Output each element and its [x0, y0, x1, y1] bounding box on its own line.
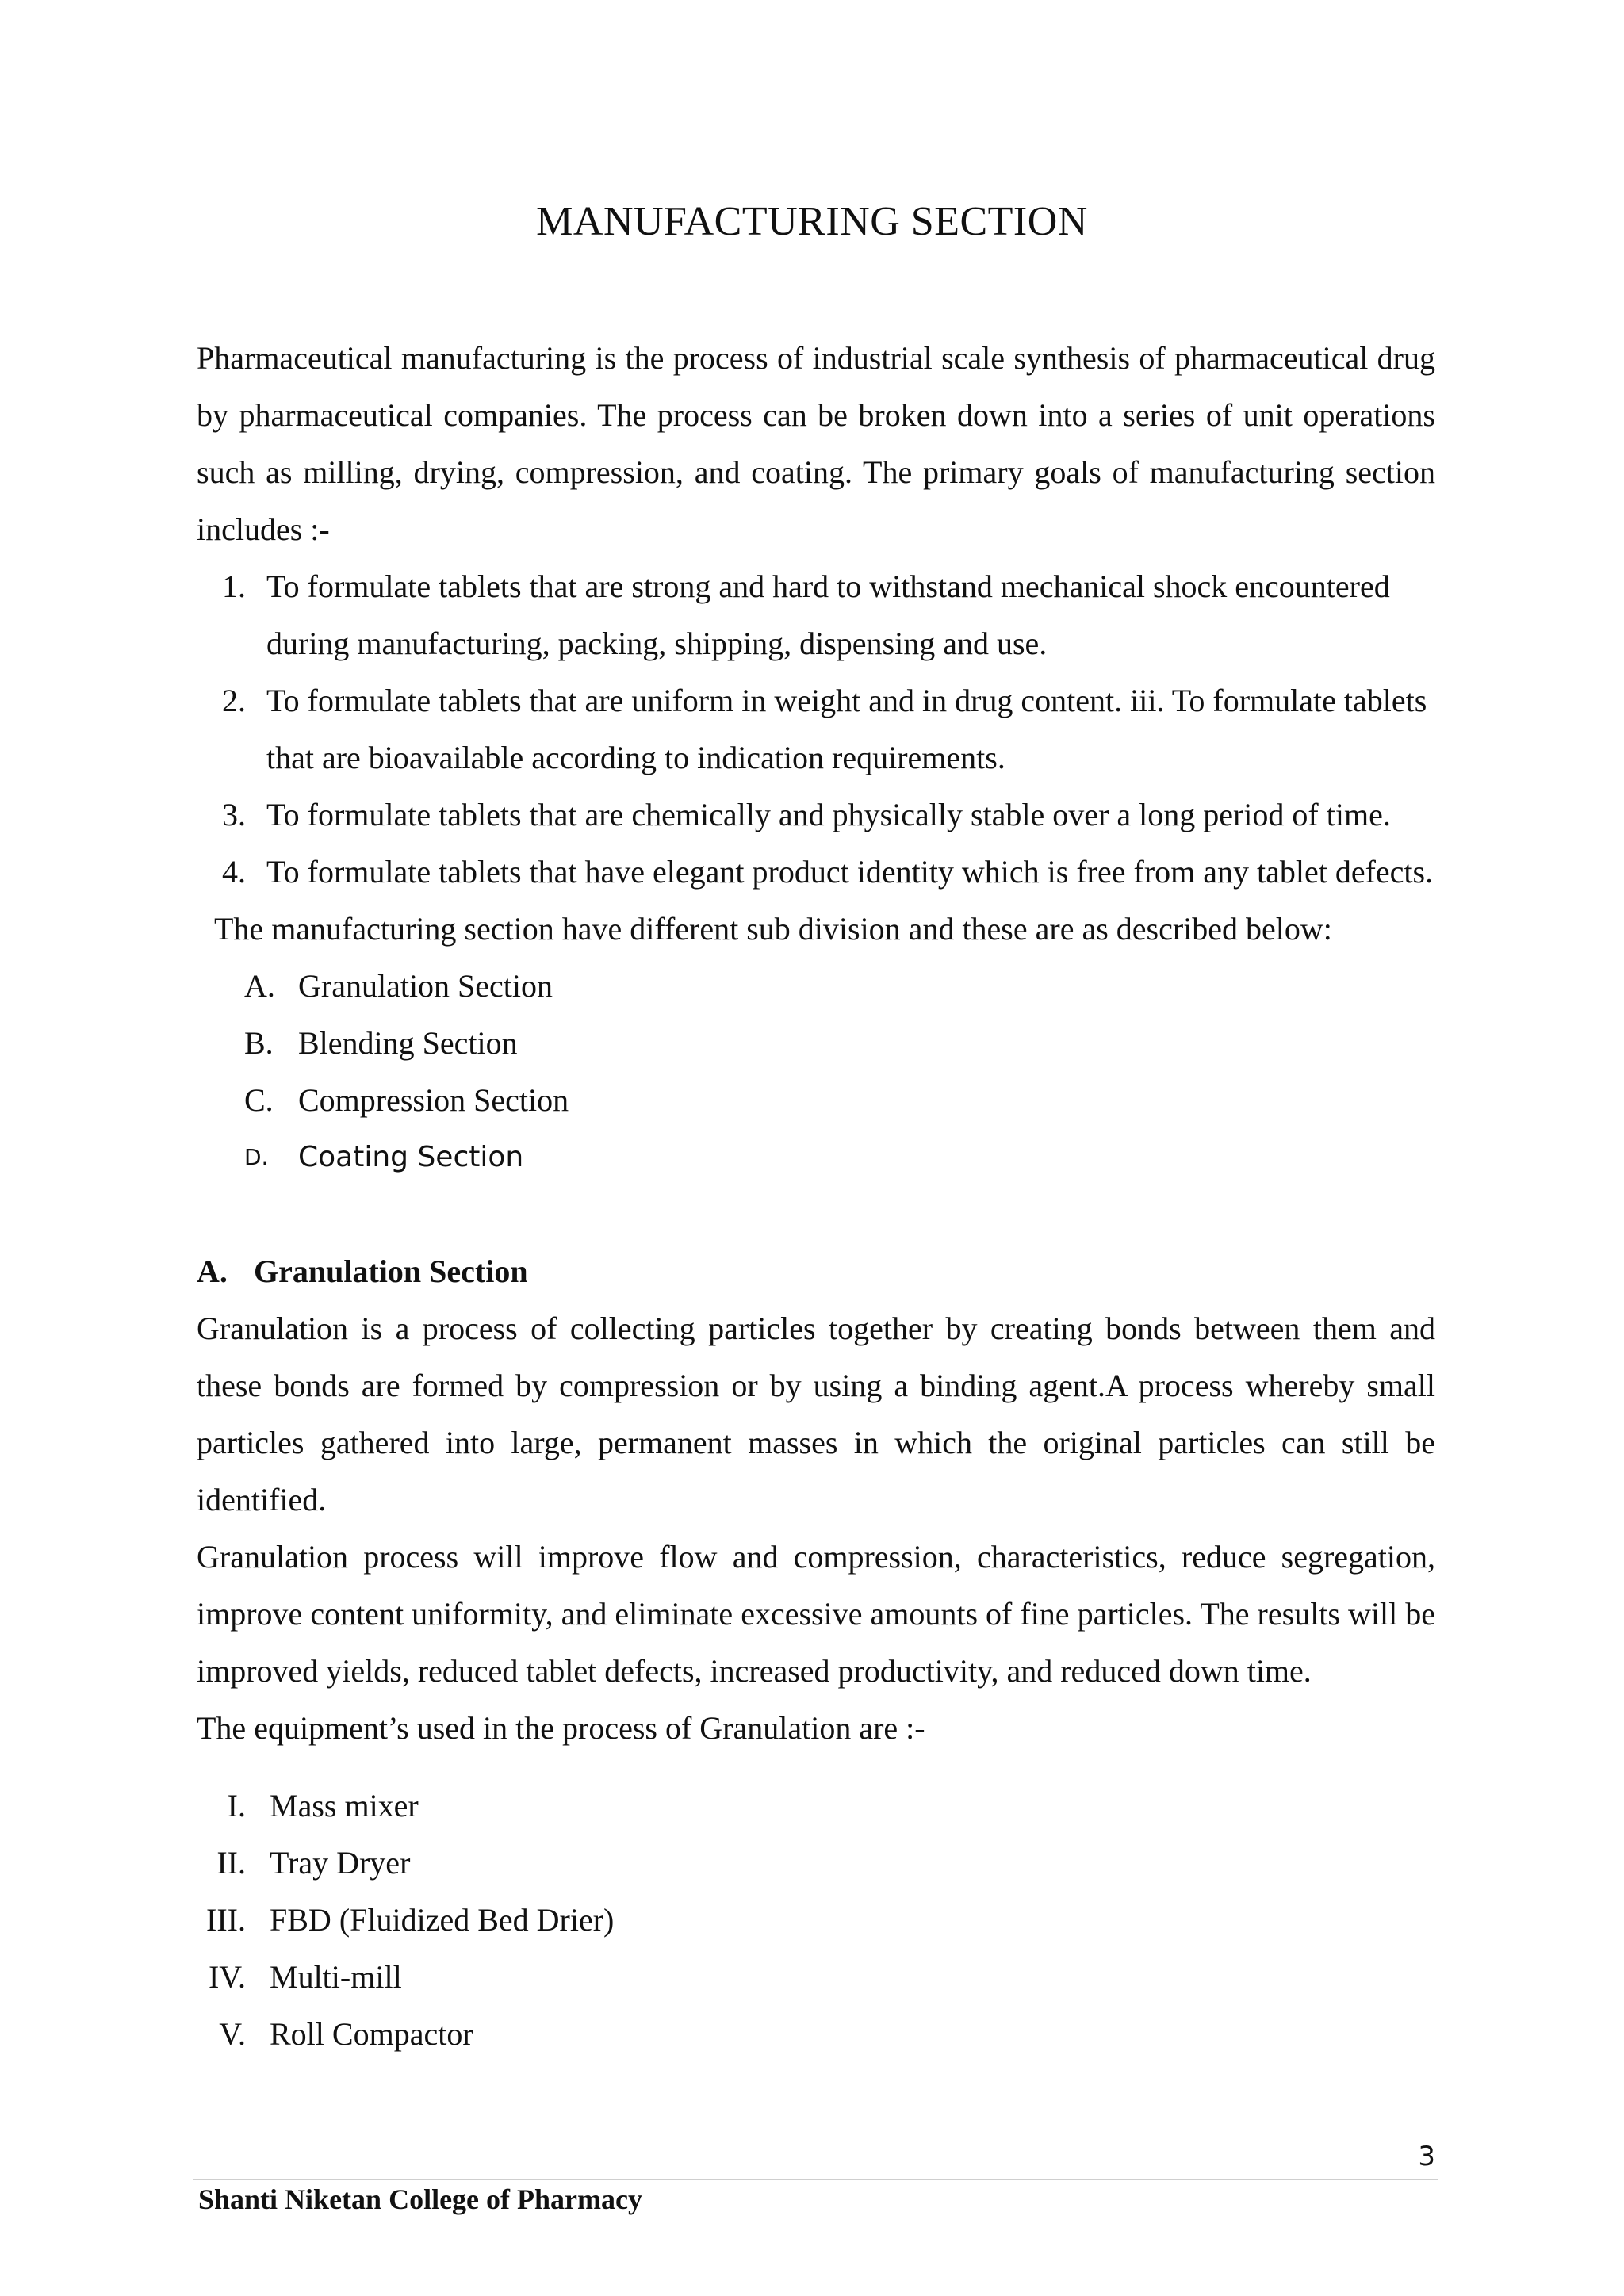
section-heading: [197, 1243, 1435, 1300]
list-item: [197, 844, 1435, 901]
list-item: [197, 1129, 1435, 1186]
section-title: Granulation Section: [254, 1253, 528, 1289]
list-item: [197, 1777, 1435, 1835]
list-number: 1.: [222, 568, 246, 604]
roman-numeral: III.: [206, 1902, 246, 1938]
list-item: [197, 2006, 1435, 2063]
list-number: 4.: [222, 854, 246, 890]
goals-list: [197, 558, 1435, 901]
equipment-list: [197, 1777, 1435, 2063]
equipment-intro: The equipment’s used in the process of Granulation are :-: [197, 1710, 925, 1746]
page-number: 3: [1418, 2141, 1435, 2172]
list-item-text: To formulate tablets that have elegant product identity which is free from any tablet defects.: [266, 854, 1434, 890]
granulation-paragraph-2: Granulation process will improve flow and compression, characteristics, reduce segregation, improve content uniformity, and eliminate excessive amounts of fine particles. The results will be improved yields, reduced tablet defects, increased productivity, and reduced down time.: [197, 1539, 1435, 1689]
list-number: 3.: [222, 797, 246, 832]
section-letter: A.: [197, 1253, 228, 1289]
list-item-text: Coating Section: [298, 1141, 524, 1173]
list-item-text: To formulate tablets that are uniform in weight and in drug content. iii. To formulate tablets that are bioavailable according to indication requirements.: [266, 683, 1427, 775]
page-title: MANUFACTURING SECTION: [536, 199, 1088, 244]
list-item-text: Blending Section: [298, 1025, 518, 1061]
list-item-text: Roll Compactor: [270, 2016, 473, 2052]
list-item-text: To formulate tablets that are strong and hard to withstand mechanical shock encountered during manufacturing, packing, shipping, dispensing and use.: [266, 568, 1390, 661]
list-number: 2.: [222, 683, 246, 718]
roman-numeral: IV.: [208, 1959, 246, 1995]
list-item: [197, 786, 1435, 844]
list-item-text: Granulation Section: [298, 968, 553, 1004]
roman-numeral: I.: [227, 1788, 246, 1823]
footer-college-name: Shanti Niketan College of Pharmacy: [198, 2183, 642, 2215]
intro-paragraph: Pharmaceutical manufacturing is the process of industrial scale synthesis of pharmaceutical drug by pharmaceutical companies. The process can be broken down into a series of unit operations such as milling, drying, compression, and coating. The primary goals of manufacturing section includes :-: [197, 340, 1435, 547]
list-item-text: Compression Section: [298, 1082, 569, 1118]
roman-numeral: V.: [219, 2016, 246, 2052]
list-letter: A.: [244, 968, 275, 1004]
list-letter: B.: [244, 1025, 274, 1061]
list-item: [197, 1015, 1435, 1072]
list-letter: C.: [244, 1082, 274, 1118]
list-letter: D.: [244, 1144, 269, 1170]
granulation-paragraph-1: Granulation is a process of collecting particles together by creating bonds between them and these bonds are formed by compression or by using a binding agent.A process whereby small particles gathered into large, permanent masses in which the original particles can still be identified.: [197, 1311, 1435, 1517]
roman-numeral: II.: [216, 1845, 246, 1881]
list-item: [197, 1072, 1435, 1129]
list-item: [197, 1835, 1435, 1892]
list-item-text: FBD (Fluidized Bed Drier): [270, 1902, 615, 1938]
list-item-text: Mass mixer: [270, 1788, 419, 1823]
list-item-text: To formulate tablets that are chemically and physically stable over a long period of time.: [266, 797, 1391, 832]
footer-divider: [193, 2179, 1438, 2180]
list-item: [197, 1892, 1435, 1949]
document-body: [197, 330, 1435, 2063]
subdivision-list: [197, 958, 1435, 1186]
list-item: [197, 1949, 1435, 2006]
list-item-text: Tray Dryer: [270, 1845, 411, 1881]
list-item: [197, 958, 1435, 1015]
list-item: [197, 672, 1435, 786]
list-item-text: Multi-mill: [270, 1959, 402, 1995]
list-item: [197, 558, 1435, 672]
subdivision-intro: The manufacturing section have different sub division and these are as described below:: [214, 911, 1332, 947]
